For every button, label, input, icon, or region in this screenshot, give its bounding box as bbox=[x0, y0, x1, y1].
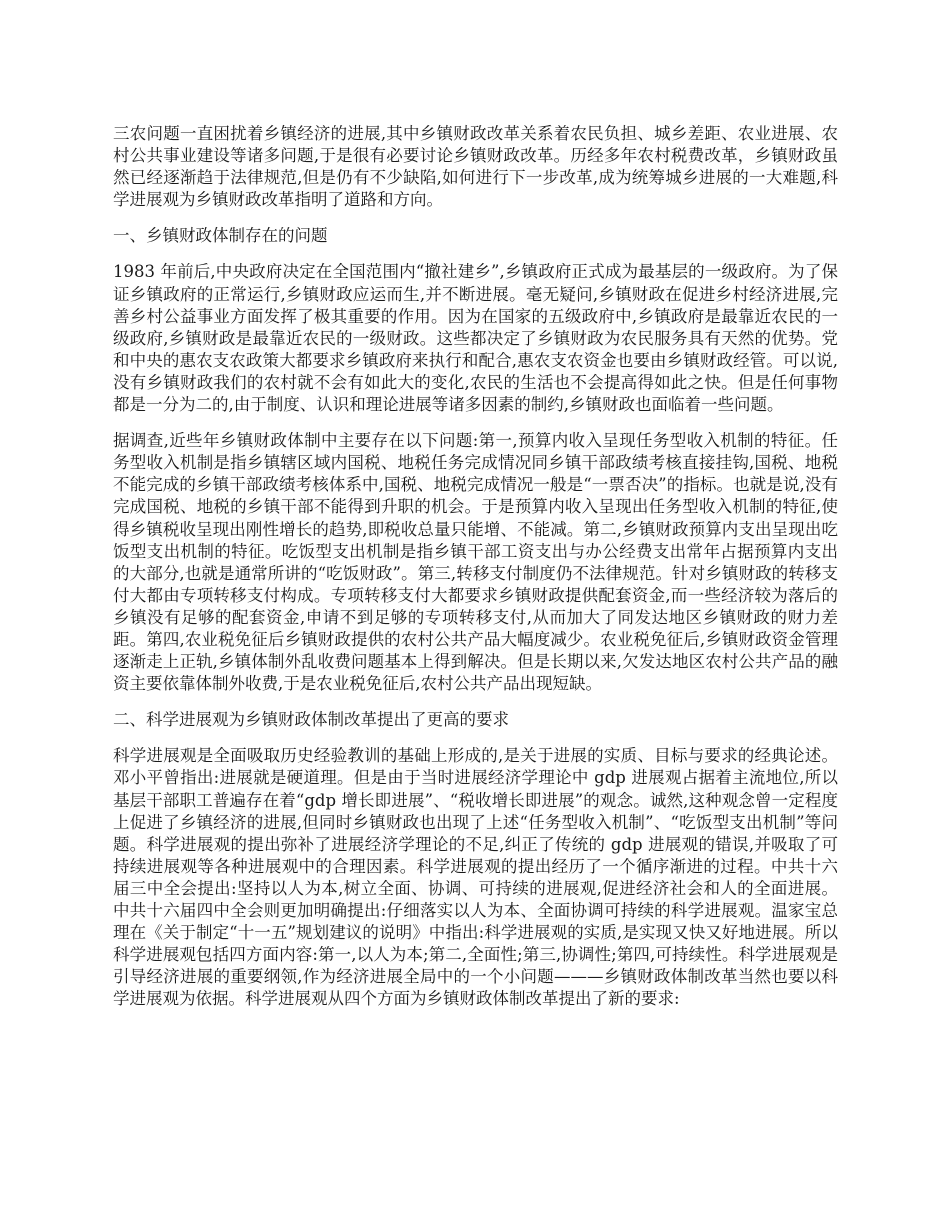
document-body bbox=[113, 123, 838, 1024]
section-1-paragraph-1: 1983 年前后,中央政府决定在全国范围内“撤社建乡”,乡镇政府正式成为最基层的一级政府。为了保证乡镇政府的正常运行,乡镇财政应运而生,并不断进展。毫无疑问,乡镇财政在促进乡村经济进展,完善乡村公益事业方面发挥了极其重要的作用。因为在国家的五级政府中,乡镇政府是最靠近农民的一级政府,乡镇财政是最靠近农民的一级财政。这些都决定了乡镇财政为农民服务具有天然的优势。党和中央的惠农支农政策大都要求乡镇政府来执行和配合,惠农支农资金也要由乡镇财政经管。可以说,没有乡镇财政我们的农村就不会有如此大的变化,农民的生活也不会提高得如此之快。但是任何事物都是一分为二的,由于制度、认识和理论进展等诸多因素的制约,乡镇财政也面临着一些问题。 bbox=[113, 262, 838, 415]
intro-paragraph: 三农问题一直困扰着乡镇经济的进展,其中乡镇财政改革关系着农民负担、城乡差距、农业进展、农村公共事业建设等诸多问题,于是很有必要讨论乡镇财政改革。历经多年农村税费改革，乡镇财政虽然已经逐渐趋于法律规范,但是仍有不少缺陷,如何进行下一步改革,成为统筹城乡进展的一大难题,科学进展观为乡镇财政改革指明了道路和方向。 bbox=[113, 124, 838, 210]
section-2-paragraph-1: 科学进展观是全面吸取历史经验教训的基础上形成的,是关于进展的实质、目标与要求的经典论述。邓小平曾指出:进展就是硬道理。但是由于当时进展经济学理论中 gdp 进展观占据着主流地位,所以基层干部职工普遍存在着“gdp 增长即进展”、“税收增长即进展”的观念。诚然,这种观念曾一定程度上促进了乡镇经济的进展,但同时乡镇财政也出现了上述“任务型收入机制”、“吃饭型支出机制”等问题。科学进展观的提出弥补了进展经济学理论的不足,纠正了传统的 gdp 进展观的错误,并吸取了可持续进展观等各种进展观中的合理因素。科学进展观的提出经历了一个循序渐进的过程。中共十六届三中全会提出:坚持以人为本,树立全面、协调、可持续的进展观,促进经济社会和人的全面进展。中共十六届四中全会则更加明确提出:仔细落实以人为本、全面协调可持续的科学进展观。温家宝总理在《关于制定“十一五”规划建议的说明》中指出:科学进展观的实质,是实现又快又好地进展。所以科学进展观包括四方面内容:第一,以人为本;第二,全面性;第三,协调性;第四,可持续性。科学进展观是引导经济进展的重要纲领,作为经济进展全局中的一个小问题———乡镇财政体制改革当然也要以科学进展观为依据。科学进展观从四个方面为乡镇财政体制改革提出了新的要求: bbox=[113, 746, 838, 1009]
section-heading-2: 二、科学进展观为乡镇财政体制改革提出了更高的要求 bbox=[113, 710, 509, 730]
section-heading-1: 一、乡镇财政体制存在的问题 bbox=[113, 226, 328, 246]
section-1-paragraph-2: 据调查,近些年乡镇财政体制中主要存在以下问题:第一,预算内收入呈现任务型收入机制的特征。任务型收入机制是指乡镇辖区域内国税、地税任务完成情况同乡镇干部政绩考核直接挂钩,国税、地税不能完成的乡镇干部政绩考核体系中,国税、地税完成情况一般是“一票否决”的指标。也就是说,没有完成国税、地税的乡镇干部不能得到升职的机会。于是预算内收入呈现出任务型收入机制的特征,使得乡镇税收呈现出刚性增长的趋势,即税收总量只能增、不能减。第二,乡镇财政预算内支出呈现出吃饭型支出机制的特征。吃饭型支出机制是指乡镇干部工资支出与办公经费支出常年占据预算内支出的大部分,也就是通常所讲的“吃饭财政”。第三,转移支付制度仍不法律规范。针对乡镇财政的转移支付大都由专项转移支付构成。专项转移支付大都要求乡镇财政提供配套资金,而一些经济较为落后的乡镇没有足够的配套资金,申请不到足够的专项转移支付,从而加大了同发达地区乡镇财政的财力差距。第四,农业税免征后乡镇财政提供的农村公共产品大幅度减少。农业税免征后,乡镇财政资金管理逐渐走上正轨,乡镇体制外乱收费问题基本上得到解决。但是长期以来,欠发达地区农村公共产品的融资主要依靠体制外收费,于是农业税免征后,农村公共产品出现短缺。 bbox=[113, 431, 838, 694]
